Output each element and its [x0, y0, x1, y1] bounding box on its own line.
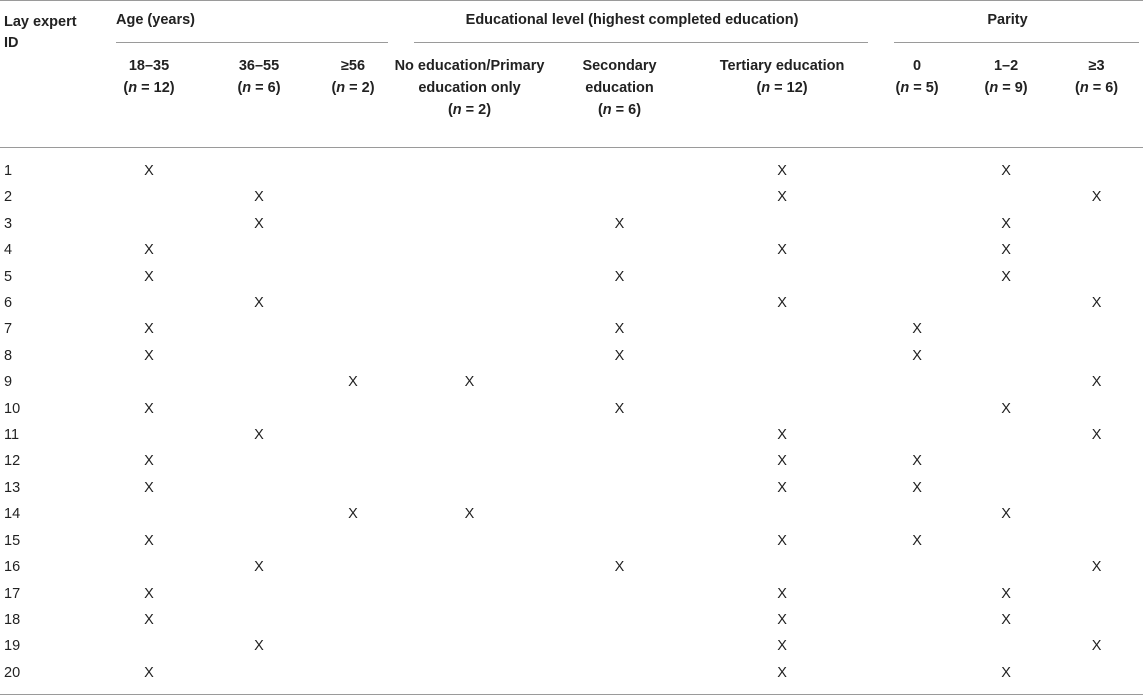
cell-age-36-55: X	[254, 427, 264, 444]
cell-age-18-35: X	[144, 664, 154, 681]
cell-edu-none-primary	[392, 660, 547, 695]
cell-edu-tertiary: X	[777, 242, 787, 259]
cell-parity-1-2: X	[1001, 611, 1011, 628]
cell-parity-3-plus	[1050, 148, 1143, 185]
cell-parity-1-2: X	[1001, 664, 1011, 681]
cell-age-18-35: X	[144, 611, 154, 628]
cell-parity-1-2: X	[1001, 268, 1011, 285]
cell-parity-1-2	[962, 369, 1050, 395]
expert-id-cell: 9	[4, 374, 13, 391]
cell-parity-1-2: X	[1001, 163, 1011, 179]
cell-edu-none-primary	[392, 396, 547, 422]
cell-age-36-55	[204, 607, 314, 633]
cell-parity-0	[872, 554, 962, 580]
education-group-header: Educational level (highest completed education)	[392, 1, 872, 43]
cell-edu-secondary	[547, 148, 692, 185]
cell-age-56-plus	[314, 237, 392, 263]
subheader-age-18-35	[94, 43, 204, 148]
cell-edu-none-primary	[392, 633, 547, 659]
table-row	[0, 316, 1143, 342]
cell-age-36-55	[204, 369, 314, 395]
age-group-header: Age (years)	[94, 1, 392, 43]
cell-age-56-plus	[314, 290, 392, 316]
cell-age-36-55: X	[254, 559, 264, 576]
expert-id-cell: 1	[4, 163, 13, 179]
cell-parity-0	[872, 264, 962, 290]
cell-parity-1-2	[962, 422, 1050, 448]
cell-age-36-55: X	[254, 215, 264, 232]
cell-age-56-plus	[314, 475, 392, 501]
expert-id-cell: 5	[4, 268, 13, 285]
cell-age-56-plus	[314, 343, 392, 369]
cell-parity-3-plus	[1050, 581, 1143, 607]
cell-edu-secondary	[547, 448, 692, 474]
cell-edu-tertiary: X	[777, 532, 787, 549]
table-row	[0, 184, 1143, 210]
expert-id-cell: 3	[4, 215, 13, 232]
cell-age-56-plus	[314, 211, 392, 237]
cell-parity-0	[872, 633, 962, 659]
cell-parity-0: X	[912, 479, 922, 496]
cell-age-56-plus: X	[348, 506, 358, 523]
cell-parity-0	[872, 290, 962, 316]
cell-parity-3-plus	[1050, 501, 1143, 527]
cell-age-18-35	[94, 369, 204, 395]
table-row	[0, 422, 1143, 448]
cell-age-18-35	[94, 422, 204, 448]
cell-parity-3-plus	[1050, 607, 1143, 633]
cell-edu-secondary	[547, 290, 692, 316]
table-row	[0, 633, 1143, 659]
cell-parity-3-plus: X	[1091, 189, 1102, 206]
cell-edu-secondary	[547, 184, 692, 210]
cell-edu-secondary: X	[614, 215, 625, 232]
subheader-count: (n = 2)	[447, 101, 492, 118]
cell-parity-3-plus	[1050, 316, 1143, 342]
cell-age-18-35: X	[144, 242, 154, 259]
cell-age-18-35	[94, 554, 204, 580]
cell-age-18-35: X	[144, 163, 154, 179]
cell-age-36-55	[204, 316, 314, 342]
cell-parity-1-2	[962, 316, 1050, 342]
expert-id-cell: 15	[4, 532, 21, 549]
subheader-parity-0	[872, 43, 962, 148]
cell-parity-1-2	[962, 554, 1050, 580]
subheader-label: No education/Primary education only	[394, 57, 545, 96]
cell-age-56-plus	[314, 422, 392, 448]
subheader-age-36-55	[204, 43, 314, 148]
cell-age-36-55: X	[254, 189, 264, 206]
cell-parity-0	[872, 422, 962, 448]
cell-parity-1-2	[962, 343, 1050, 369]
cell-age-56-plus	[314, 448, 392, 474]
subheader-label: 18–35	[128, 57, 170, 74]
cell-edu-none-primary	[392, 422, 547, 448]
cell-edu-tertiary	[692, 501, 872, 527]
subheader-label: 1–2	[993, 57, 1019, 74]
table-row	[0, 501, 1143, 527]
expert-id-cell: 14	[4, 506, 21, 523]
subheader-label: 36–55	[238, 57, 280, 74]
cell-parity-3-plus	[1050, 475, 1143, 501]
cell-age-56-plus	[314, 264, 392, 290]
cell-age-18-35: X	[144, 453, 154, 470]
cell-age-56-plus	[314, 607, 392, 633]
cell-age-36-55	[204, 501, 314, 527]
cell-edu-none-primary	[392, 343, 547, 369]
cell-parity-0	[872, 237, 962, 263]
cell-parity-1-2	[962, 633, 1050, 659]
cell-edu-tertiary: X	[777, 585, 787, 602]
cell-parity-0: X	[912, 453, 922, 470]
cell-edu-secondary: X	[614, 400, 625, 417]
cell-parity-1-2	[962, 448, 1050, 474]
subheader-label: ≥3	[1088, 57, 1105, 74]
cell-age-56-plus	[314, 184, 392, 210]
cell-edu-secondary: X	[614, 321, 625, 338]
cell-edu-secondary	[547, 369, 692, 395]
cell-age-36-55	[204, 237, 314, 263]
cell-parity-3-plus	[1050, 660, 1143, 695]
cell-parity-3-plus	[1050, 343, 1143, 369]
cell-edu-none-primary	[392, 554, 547, 580]
subheader-parity-3-plus	[1050, 43, 1143, 148]
cell-edu-tertiary: X	[777, 427, 787, 444]
cell-parity-3-plus: X	[1091, 638, 1102, 655]
cell-edu-none-primary	[392, 607, 547, 633]
cell-age-56-plus: X	[348, 374, 358, 391]
cell-age-36-55	[204, 343, 314, 369]
cell-edu-secondary: X	[614, 268, 625, 285]
cell-edu-none-primary	[392, 581, 547, 607]
subheader-age-56-plus	[314, 43, 392, 148]
table-row	[0, 475, 1143, 501]
cell-edu-tertiary	[692, 316, 872, 342]
cell-parity-0	[872, 607, 962, 633]
subheader-label: Secondary education	[582, 57, 657, 96]
cell-parity-0	[872, 184, 962, 210]
cell-parity-1-2: X	[1001, 400, 1011, 417]
cell-age-36-55	[204, 448, 314, 474]
cell-age-56-plus	[314, 528, 392, 554]
subheader-label: ≥56	[340, 57, 366, 74]
expert-id-cell: 4	[4, 242, 13, 259]
cell-age-56-plus	[314, 660, 392, 695]
cell-age-56-plus	[314, 633, 392, 659]
expert-id-cell: 17	[4, 585, 21, 602]
cell-edu-none-primary	[392, 316, 547, 342]
table-row	[0, 448, 1143, 474]
cell-age-18-35: X	[144, 585, 154, 602]
cell-parity-3-plus	[1050, 211, 1143, 237]
table-row	[0, 581, 1143, 607]
subheader-count: (n = 5)	[895, 79, 939, 96]
cell-edu-none-primary	[392, 237, 547, 263]
table-row	[0, 369, 1143, 395]
expert-id-cell: 18	[4, 611, 21, 628]
expert-id-cell: 11	[4, 427, 20, 444]
cell-age-18-35	[94, 633, 204, 659]
cell-age-36-55	[204, 396, 314, 422]
cell-edu-none-primary	[392, 211, 547, 237]
table-row	[0, 148, 1143, 185]
cell-edu-tertiary	[692, 554, 872, 580]
table-row	[0, 237, 1143, 263]
cell-parity-0	[872, 369, 962, 395]
cell-edu-none-primary	[392, 148, 547, 185]
cell-parity-1-2: X	[1001, 506, 1011, 523]
cell-edu-none-primary	[392, 528, 547, 554]
cell-edu-secondary	[547, 633, 692, 659]
cell-edu-secondary: X	[614, 347, 625, 364]
cell-parity-3-plus: X	[1091, 427, 1102, 444]
cell-parity-1-2	[962, 184, 1050, 210]
cell-edu-tertiary	[692, 369, 872, 395]
subheader-edu-none-primary	[392, 43, 547, 148]
cell-edu-tertiary	[692, 343, 872, 369]
cell-parity-0	[872, 396, 962, 422]
table-row	[0, 528, 1143, 554]
table-row	[0, 554, 1143, 580]
cell-edu-secondary: X	[614, 559, 625, 576]
subheader-count: (n = 9)	[984, 79, 1028, 96]
cell-edu-secondary	[547, 237, 692, 263]
cell-edu-none-primary: X	[464, 374, 475, 391]
cell-parity-0: X	[912, 347, 922, 364]
cell-age-18-35: X	[144, 479, 154, 496]
cell-parity-3-plus: X	[1091, 295, 1102, 312]
expert-id-cell: 8	[4, 347, 13, 364]
cell-age-56-plus	[314, 554, 392, 580]
cell-age-36-55	[204, 264, 314, 290]
cell-age-36-55	[204, 475, 314, 501]
cell-parity-3-plus: X	[1091, 374, 1102, 391]
cell-edu-tertiary: X	[777, 638, 787, 655]
subheader-count: (n = 6)	[597, 101, 642, 118]
cell-parity-3-plus	[1050, 264, 1143, 290]
cell-edu-tertiary	[692, 396, 872, 422]
cell-age-36-55	[204, 148, 314, 185]
cell-edu-secondary	[547, 660, 692, 695]
cell-age-18-35	[94, 211, 204, 237]
cell-age-56-plus	[314, 396, 392, 422]
cell-edu-tertiary: X	[777, 611, 787, 628]
cell-parity-0	[872, 581, 962, 607]
cell-parity-0	[872, 211, 962, 237]
cell-edu-tertiary	[692, 264, 872, 290]
cell-age-18-35: X	[144, 347, 154, 364]
cell-age-56-plus	[314, 581, 392, 607]
cell-edu-tertiary: X	[777, 664, 787, 681]
subheader-count: (n = 12)	[123, 79, 175, 96]
cell-edu-none-primary	[392, 475, 547, 501]
cell-edu-secondary	[547, 422, 692, 448]
cell-age-18-35: X	[144, 321, 154, 338]
subheader-label: 0	[913, 57, 922, 74]
table-row	[0, 211, 1143, 237]
cell-age-36-55	[204, 660, 314, 695]
subheader-count: (n = 2)	[331, 79, 375, 96]
table-row	[0, 660, 1143, 695]
cell-age-18-35	[94, 501, 204, 527]
cell-edu-tertiary: X	[777, 479, 787, 496]
cell-edu-none-primary	[392, 184, 547, 210]
subheader-parity-1-2	[962, 43, 1050, 148]
table-row	[0, 343, 1143, 369]
cell-parity-1-2: X	[1001, 215, 1011, 232]
cell-parity-1-2: X	[1001, 585, 1011, 602]
cell-edu-tertiary: X	[777, 163, 787, 179]
cell-edu-tertiary: X	[777, 295, 787, 312]
cell-parity-1-2	[962, 290, 1050, 316]
expert-id-cell: 19	[4, 638, 21, 655]
cell-age-18-35: X	[144, 532, 154, 549]
parity-group-header: Parity	[872, 1, 1143, 43]
subheader-count: (n = 6)	[1074, 79, 1119, 96]
cell-parity-0	[872, 660, 962, 695]
cell-parity-0: X	[912, 532, 922, 549]
table-row	[0, 607, 1143, 633]
cell-age-36-55	[204, 581, 314, 607]
cell-edu-secondary	[547, 475, 692, 501]
subheader-edu-tertiary	[692, 43, 872, 148]
cell-age-56-plus	[314, 316, 392, 342]
cell-parity-3-plus: X	[1091, 559, 1102, 576]
cell-age-36-55: X	[254, 638, 264, 655]
cell-parity-0: X	[912, 321, 922, 338]
subheader-count: (n = 6)	[237, 79, 281, 96]
cell-edu-secondary	[547, 501, 692, 527]
cell-age-18-35: X	[144, 268, 154, 285]
id-header: Lay expert ID	[4, 14, 77, 51]
cell-age-56-plus	[314, 148, 392, 185]
cell-age-18-35	[94, 290, 204, 316]
cell-parity-0	[872, 501, 962, 527]
subheader-label: Tertiary education	[719, 57, 845, 74]
subheader-edu-secondary	[547, 43, 692, 148]
expert-id-cell: 6	[4, 295, 13, 312]
expert-id-cell: 2	[4, 189, 13, 206]
expert-id-cell: 7	[4, 321, 13, 338]
cell-parity-3-plus	[1050, 528, 1143, 554]
cell-age-36-55	[204, 528, 314, 554]
cell-parity-0	[872, 148, 962, 185]
cell-parity-3-plus	[1050, 237, 1143, 263]
cell-parity-1-2	[962, 528, 1050, 554]
cell-parity-3-plus	[1050, 396, 1143, 422]
cell-age-18-35	[94, 184, 204, 210]
cell-edu-tertiary	[692, 211, 872, 237]
expert-id-cell: 16	[4, 559, 21, 576]
cell-edu-none-primary: X	[464, 506, 475, 523]
cell-edu-secondary	[547, 607, 692, 633]
cell-edu-none-primary	[392, 448, 547, 474]
expert-id-cell: 12	[4, 453, 21, 470]
table-row	[0, 264, 1143, 290]
cell-edu-tertiary: X	[777, 453, 787, 470]
cell-parity-1-2	[962, 475, 1050, 501]
subheader-count: (n = 12)	[756, 79, 808, 96]
table-row	[0, 396, 1143, 422]
cell-parity-3-plus	[1050, 448, 1143, 474]
cell-parity-1-2: X	[1001, 242, 1011, 259]
cell-age-18-35: X	[144, 400, 154, 417]
table-row	[0, 290, 1143, 316]
cell-edu-secondary	[547, 528, 692, 554]
expert-id-cell: 10	[4, 400, 21, 417]
cell-edu-secondary	[547, 581, 692, 607]
expert-id-cell: 20	[4, 664, 21, 681]
cell-age-36-55: X	[254, 295, 264, 312]
cell-edu-none-primary	[392, 264, 547, 290]
cell-edu-none-primary	[392, 290, 547, 316]
cell-edu-tertiary: X	[777, 189, 787, 206]
expert-id-cell: 13	[4, 479, 21, 496]
